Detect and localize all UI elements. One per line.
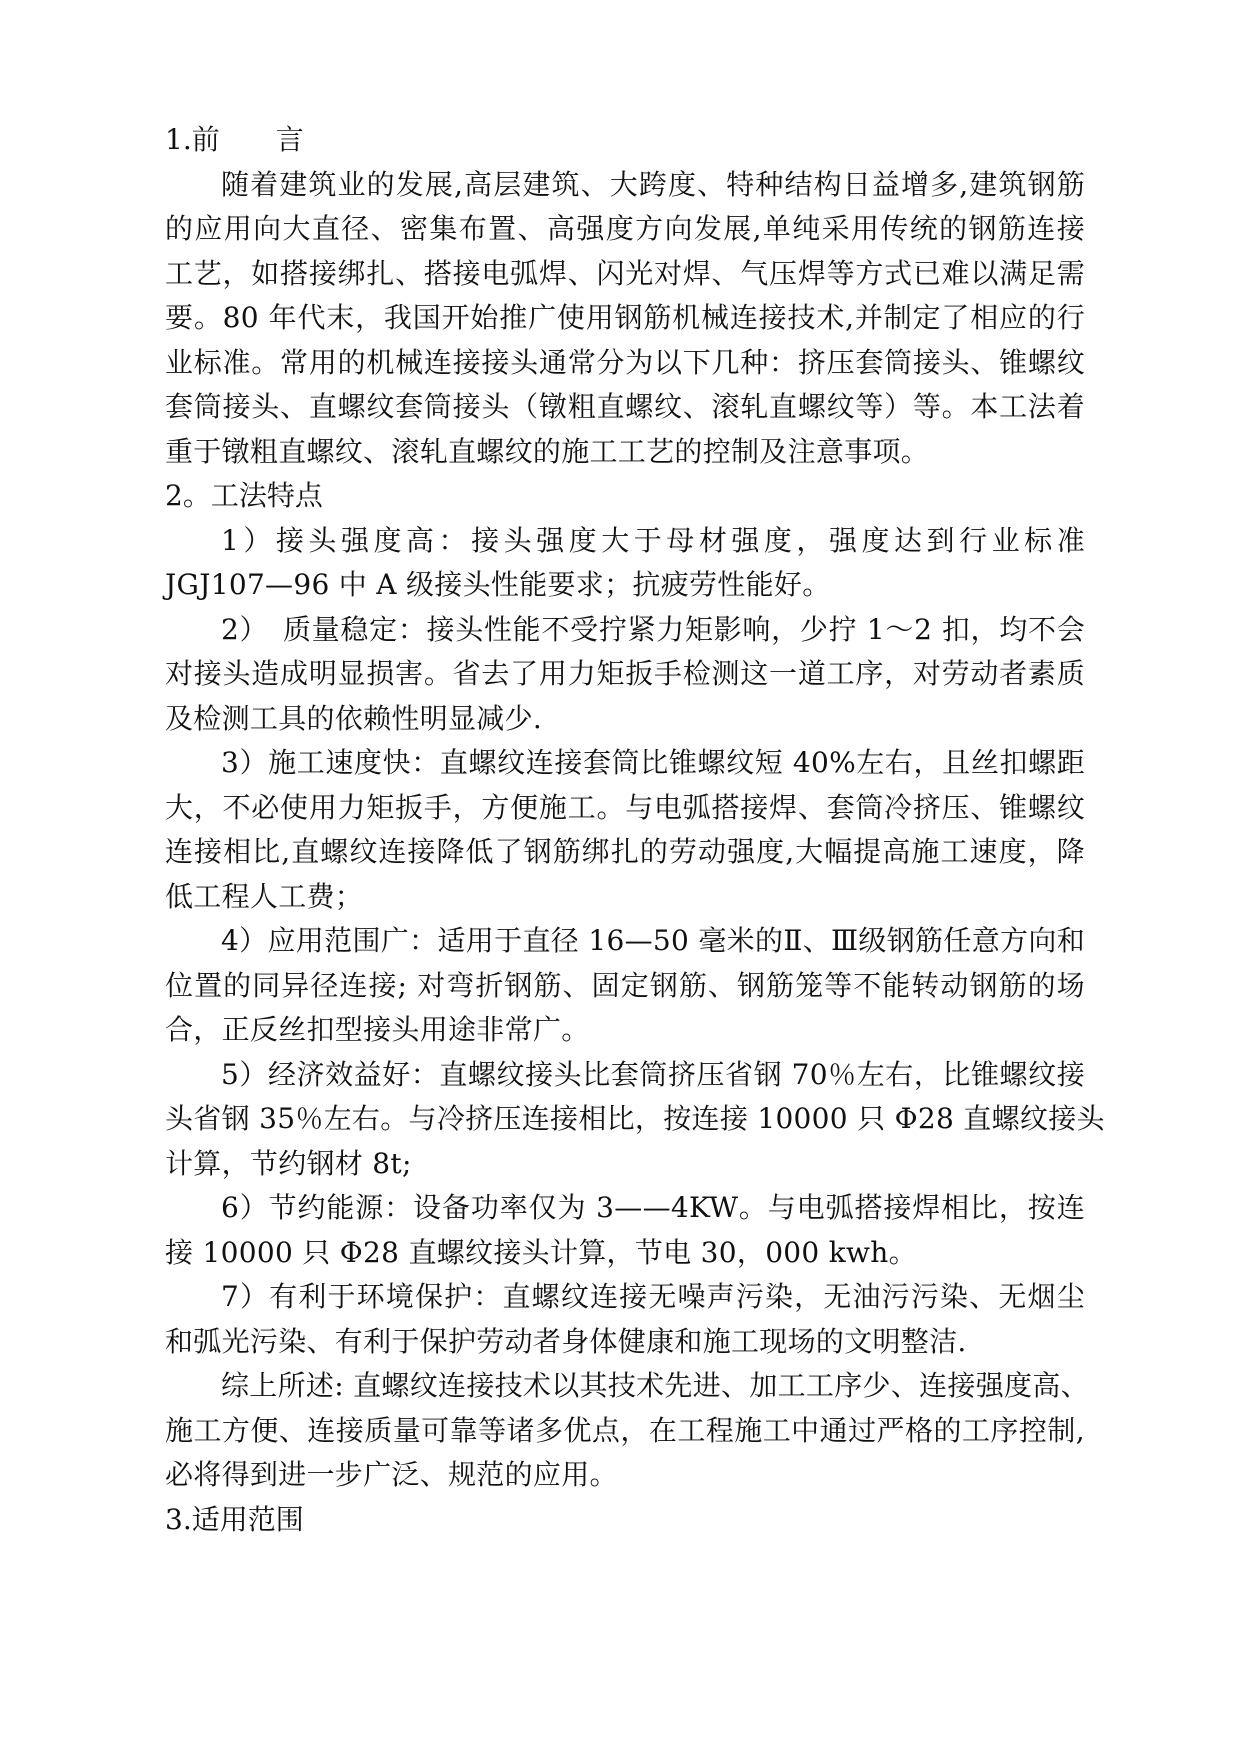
summary-paragraph <box>165 1364 1089 1498</box>
text-line: 和弧光污染、有利于保护劳动者身体健康和施工现场的文明整洁. <box>165 1324 967 1358</box>
paragraph-preface <box>165 163 1085 475</box>
text-line: 套筒接头、直螺纹套筒接头（镦粗直螺纹、滚轧直螺纹等）等。本工法着 <box>165 390 1085 423</box>
text-line: 要。80 年代末，我国开始推广使用钢筋机械连接技术,并制定了相应的行 <box>165 301 1085 334</box>
text-line: 综上所述: 直螺纹连接技术以其技术先进、加工工序少、连接强度高、 <box>221 1369 1089 1402</box>
text-line: 1）接头强度高：接头强度大于母材强度，强度达到行业标准 <box>221 523 1085 557</box>
text-line: 计算，节约钢材 8t; <box>165 1146 412 1180</box>
text-line: 接 10000 只 Φ28 直螺纹接头计算，节电 30，000 kwh。 <box>165 1235 917 1269</box>
feature-item-1 <box>165 519 1085 608</box>
text-line: 的应用向大直径、密集布置、高强度方向发展,单纯采用传统的钢筋连接 <box>165 212 1085 245</box>
text-line: 对接头造成明显损害。省去了用力矩扳手检测这一道工序，对劳动者素质 <box>165 657 1085 690</box>
text-line: 及检测工具的依赖性明显减少. <box>165 701 543 735</box>
text-line: 6）节约能源：设备功率仅为 3——4KW。与电弧搭接焊相比，按连 <box>221 1191 1085 1224</box>
feature-item-5 <box>165 1053 1105 1187</box>
text-line: 合，正反丝扣型接头用途非常广。 <box>165 1013 590 1046</box>
text-line: 头省钢 35％左右。与冷挤压连接相比，按连接 10000 只 Φ28 直螺纹接头 <box>165 1102 1105 1135</box>
text-line: 工艺，如搭接绑扎、搭接电弧焊、闪光对焊、气压焊等方式已难以满足需 <box>165 256 1085 290</box>
text-line: 2） 质量稳定：接头性能不受拧紧力矩影响，少拧 1～2 扣，均不会 <box>221 612 1085 646</box>
section-heading-preface: 1.前 言 <box>165 123 304 156</box>
text-line: 4）应用范围广：适用于直径 16—50 毫米的Ⅱ、Ⅲ级钢筋任意方向和 <box>221 924 1085 957</box>
text-line: 低工程人工费； <box>165 879 364 913</box>
text-line: 随着建筑业的发展,高层建筑、大跨度、特种结构日益增多,建筑钢筋 <box>221 167 1085 201</box>
text-line: 3）施工速度快：直螺纹连接套筒比锥螺纹短 40%左右，且丝扣螺距 <box>221 746 1085 779</box>
feature-item-2 <box>165 608 1085 742</box>
text-line: 必将得到进一步广泛、规范的应用。 <box>165 1458 618 1491</box>
text-line: 大，不必使用力矩扳手，方便施工。与电弧搭接焊、套筒冷挤压、锥螺纹 <box>165 790 1085 824</box>
document-page <box>165 118 1105 1542</box>
text-line: 7）有利于环境保护：直螺纹连接无噪声污染，无油污污染、无烟尘 <box>221 1280 1085 1313</box>
text-line: 连接相比,直螺纹连接降低了钢筋绑扎的劳动强度,大幅提高施工速度，降 <box>165 835 1085 868</box>
section-heading-features: 2。工法特点 <box>165 479 323 512</box>
text-line: 5）经济效益好：直螺纹接头比套筒挤压省钢 70％左右，比锥螺纹接 <box>221 1057 1085 1091</box>
section-heading-scope: 3.适用范围 <box>165 1502 304 1536</box>
feature-item-7 <box>165 1275 1085 1364</box>
feature-item-3 <box>165 741 1085 919</box>
text-line: 施工方便、连接质量可靠等诸多优点，在工程施工中通过严格的工序控制, <box>165 1413 1085 1447</box>
text-line: 位置的同异径连接; 对弯折钢筋、固定钢筋、钢筋笼等不能转动钢筋的场 <box>165 968 1085 1002</box>
feature-item-4 <box>165 919 1085 1053</box>
text-line: 业标准。常用的机械连接接头通常分为以下几种：挤压套筒接头、锥螺纹 <box>165 345 1085 379</box>
text-line: JGJ107—96 中 A 级接头性能要求；抗疲劳性能好。 <box>165 568 831 601</box>
feature-item-6 <box>165 1186 1085 1275</box>
text-line: 重于镦粗直螺纹、滚轧直螺纹的施工工艺的控制及注意事项。 <box>165 434 930 468</box>
